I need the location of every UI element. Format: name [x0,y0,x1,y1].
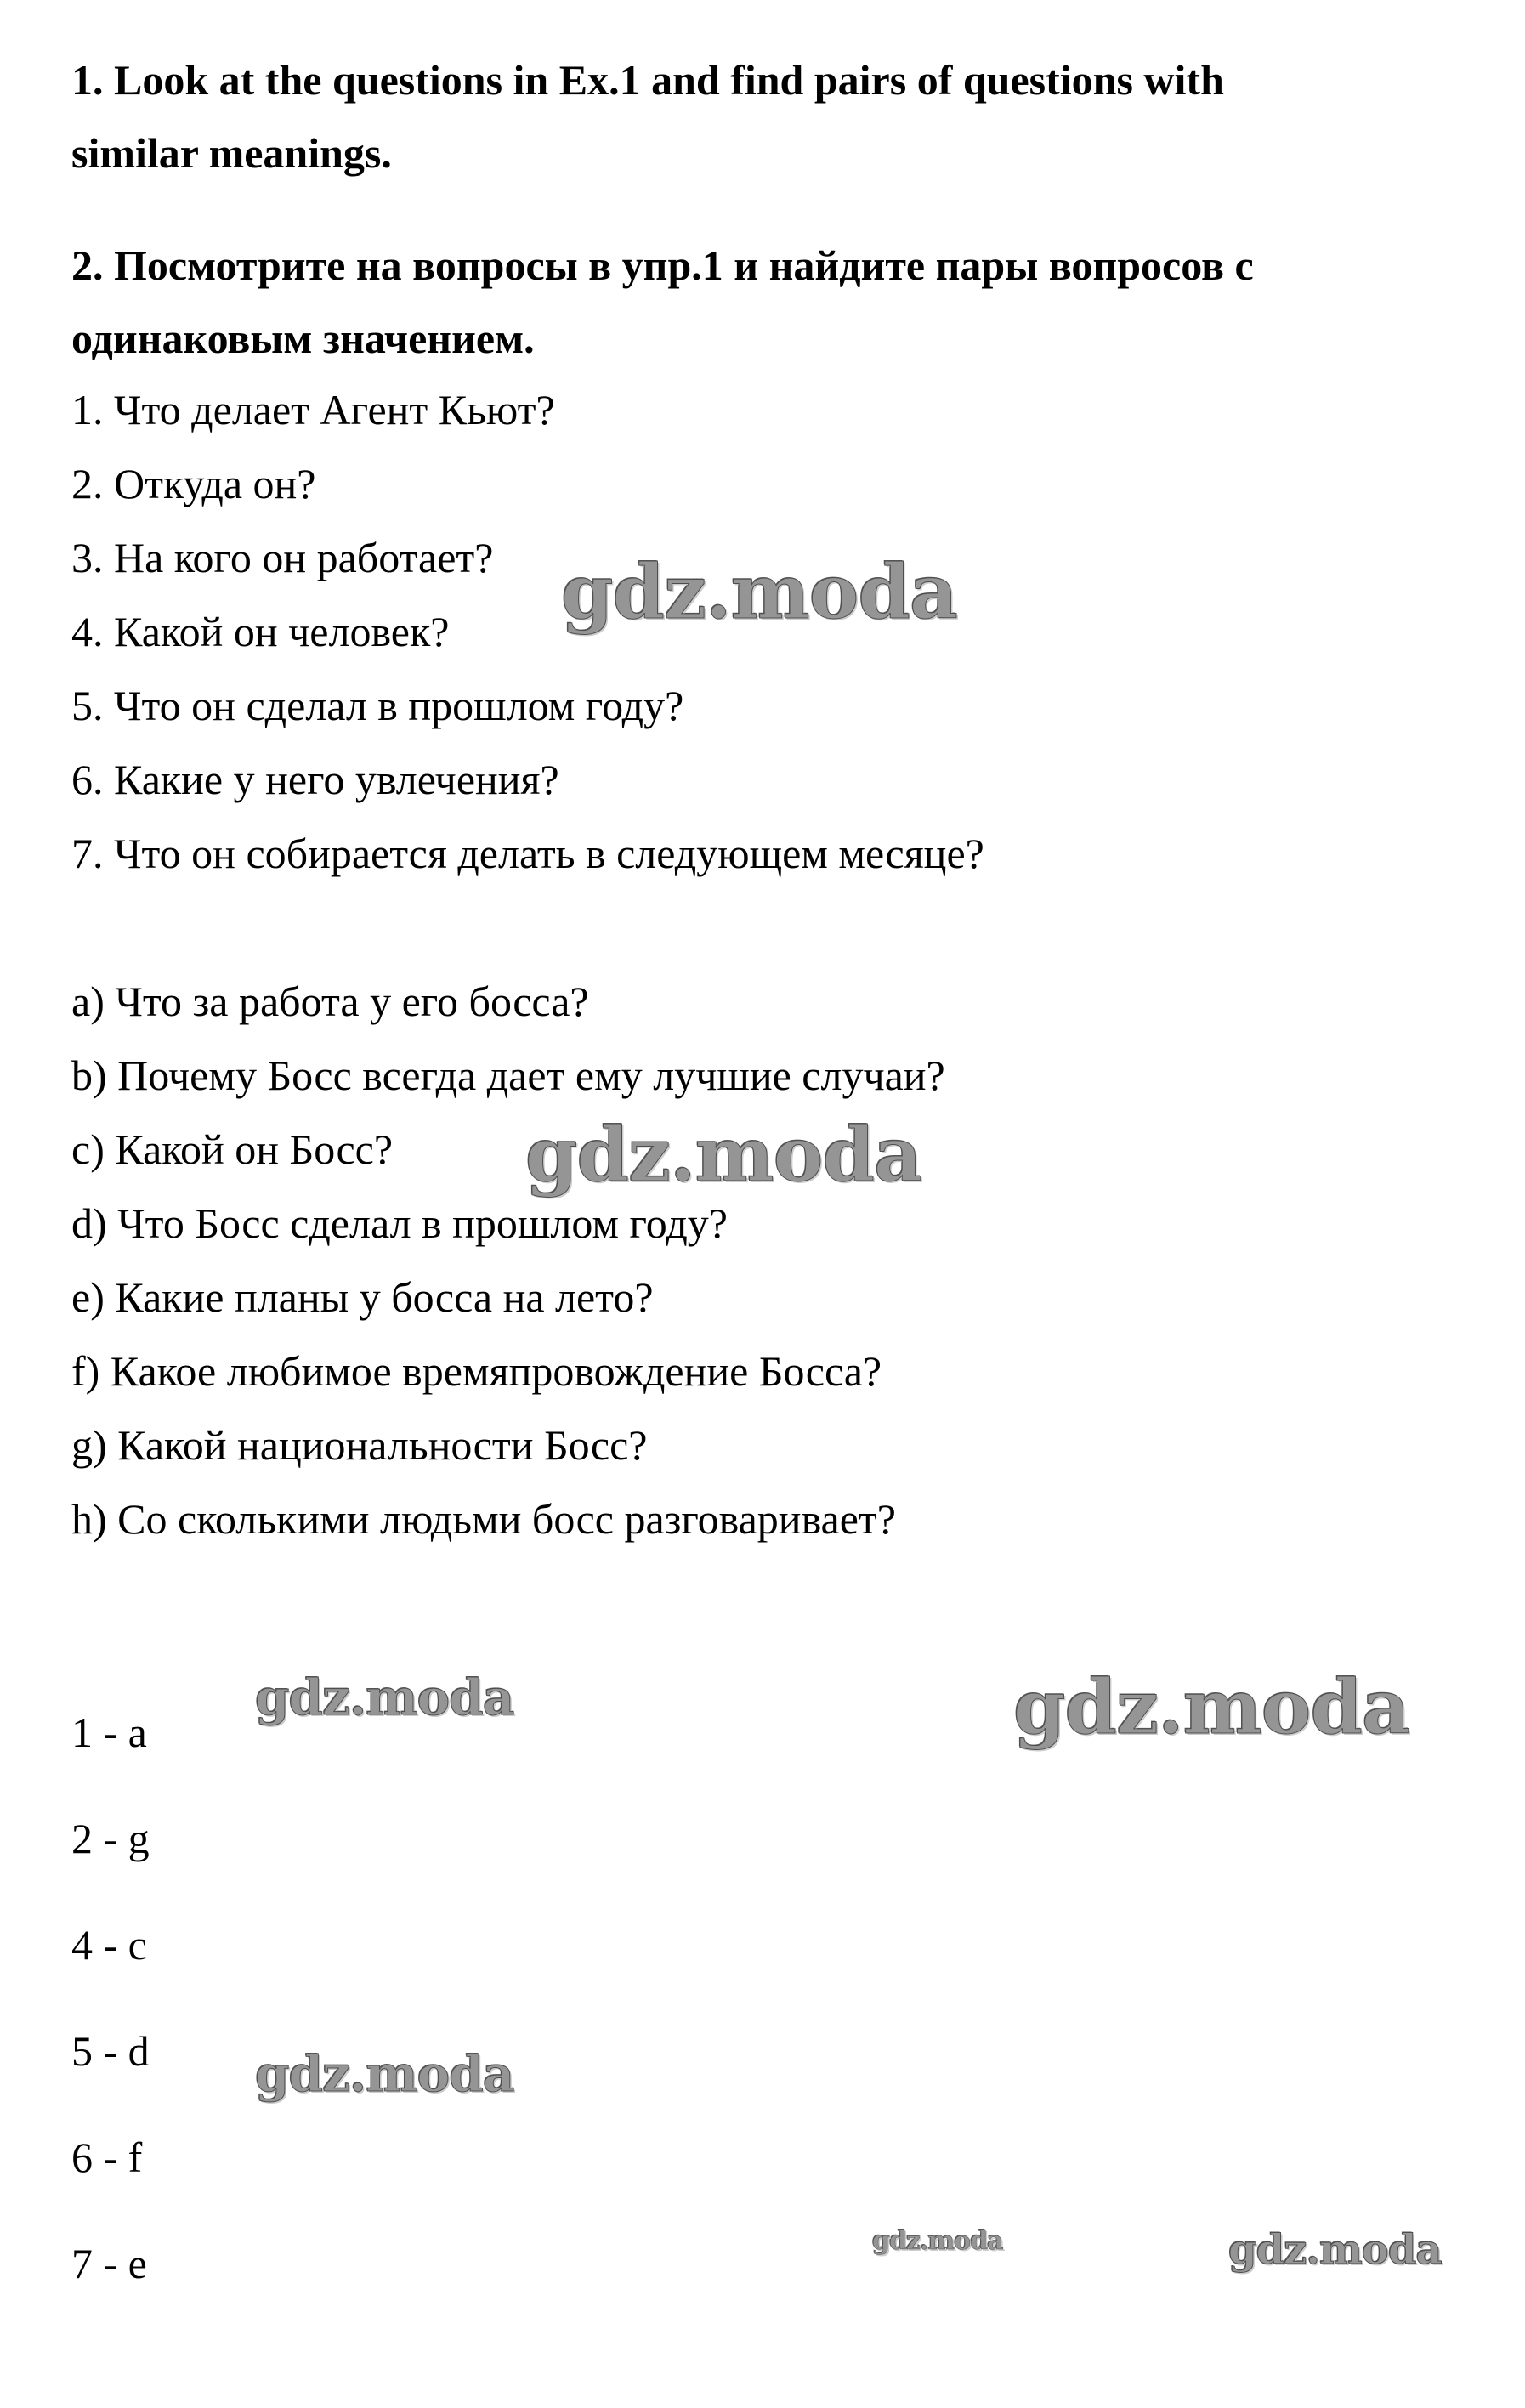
answer-pair: 7 - e [71,2240,147,2287]
lettered-question: f) Какое любимое времяпровождение Босса? [71,1347,882,1395]
watermark-logo: gdz.moda [255,2045,514,2103]
lettered-question: e) Какие планы у босса на лето? [71,1273,654,1321]
numbered-question: 6. Какие у него увлечения? [71,756,559,803]
russian-heading-line-2: одинаковым значением. [71,314,535,362]
numbered-question: 7. Что он собирается делать в следующем месяце? [71,830,984,877]
numbered-question: 4. Какой он человек? [71,608,450,655]
lettered-question: c) Какой он Босс? [71,1125,394,1173]
numbered-question: 2. Откуда он? [71,460,316,507]
english-heading-line-2: similar meanings. [71,129,392,177]
answer-pair: 6 - f [71,2133,143,2181]
watermark-logo: gdz.moda [1013,1663,1410,1751]
lettered-question: h) Со сколькими людьми босс разговаривает? [71,1495,896,1543]
numbered-question: 1. Что делает Агент Кьют? [71,386,555,433]
watermark-logo: gdz.moda [255,1669,514,1726]
numbered-question: 3. На кого он работает? [71,534,494,581]
answer-pair: 1 - a [71,1708,147,1756]
lettered-question: a) Что за работа у его босса? [71,977,589,1025]
lettered-question: d) Что Босс сделал в прошлом году? [71,1199,728,1247]
numbered-question: 5. Что он сделал в прошлом году? [71,682,684,729]
russian-heading-line-1: 2. Посмотрите на вопросы в упр.1 и найдите пары вопросов с [71,241,1254,289]
answer-pair: 2 - g [71,1815,150,1862]
lettered-question: b) Почему Босс всегда дает ему лучшие случаи? [71,1051,945,1099]
answer-pair: 4 - c [71,1921,147,1969]
answer-pair: 5 - d [71,2027,150,2075]
watermark-logo: gdz.moda [561,547,958,636]
watermark-logo: gdz.moda [1228,2226,1442,2274]
english-heading-line-1: 1. Look at the questions in Ex.1 and find pairs of questions with [71,56,1224,104]
watermark-logo: gdz.moda [525,1110,922,1198]
watermark-logo: gdz.moda [872,2226,1003,2256]
lettered-question: g) Какой национальности Босс? [71,1421,648,1469]
